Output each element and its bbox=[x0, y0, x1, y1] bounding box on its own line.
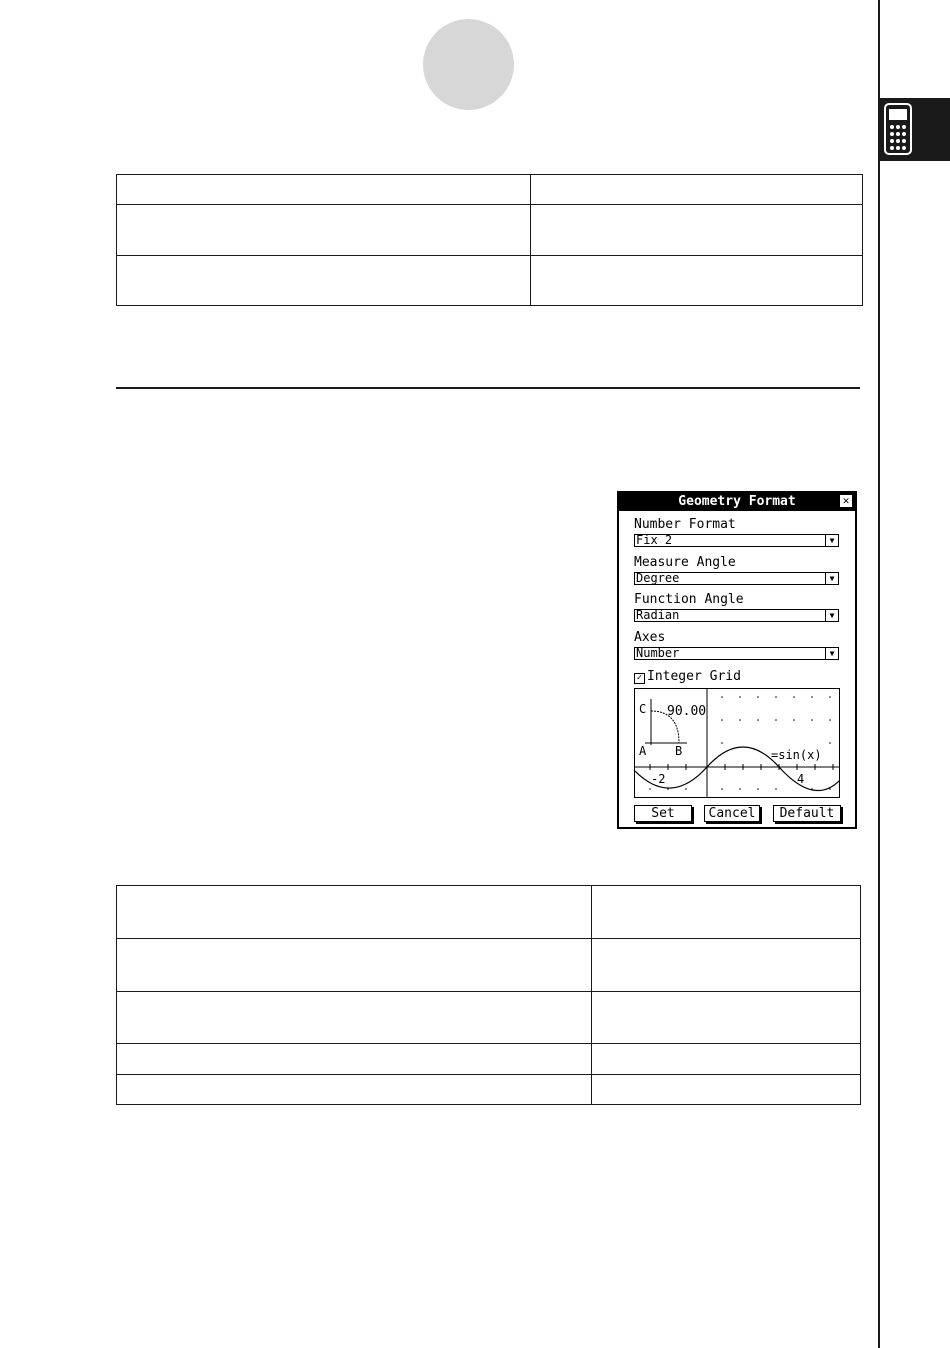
function-angle-value: Radian bbox=[636, 608, 680, 622]
table-row bbox=[117, 1075, 861, 1105]
table-cell bbox=[117, 939, 592, 992]
axes-label: Axes bbox=[634, 630, 666, 645]
table-cell bbox=[592, 939, 861, 992]
default-button[interactable]: Default bbox=[773, 805, 841, 822]
preview-point-c: C bbox=[639, 702, 647, 716]
table-cell bbox=[117, 992, 592, 1044]
preview-point-a: A bbox=[639, 744, 647, 758]
table-row bbox=[117, 992, 861, 1044]
table-row bbox=[117, 205, 863, 256]
table-cell bbox=[117, 1044, 592, 1075]
table-cell bbox=[531, 175, 863, 205]
table-cell bbox=[531, 256, 863, 306]
table-cell bbox=[117, 1075, 592, 1105]
number-format-select[interactable] bbox=[634, 534, 839, 547]
preview-point-b: B bbox=[675, 744, 683, 758]
function-angle-label: Function Angle bbox=[634, 592, 744, 607]
geometry-format-dialog bbox=[617, 491, 857, 829]
table-row bbox=[117, 175, 863, 205]
preview-angle-value: 90.00 bbox=[667, 704, 707, 719]
calculator-icon bbox=[884, 103, 912, 155]
settings-table-bottom bbox=[116, 885, 861, 1105]
integer-grid-label: Integer Grid bbox=[647, 669, 741, 684]
chevron-down-icon[interactable]: ▼ bbox=[825, 535, 838, 546]
table-cell bbox=[592, 1044, 861, 1075]
measure-angle-label: Measure Angle bbox=[634, 555, 736, 570]
number-format-value: Fix 2 bbox=[636, 533, 673, 547]
table-cell bbox=[117, 256, 531, 306]
dialog-title: Geometry Format bbox=[678, 494, 796, 509]
settings-table-top bbox=[116, 174, 863, 306]
dialog-title-bar bbox=[619, 493, 855, 511]
chevron-down-icon[interactable]: ▼ bbox=[825, 610, 838, 621]
page-marker-circle bbox=[423, 19, 514, 110]
table-cell bbox=[117, 886, 592, 939]
axes-value: Number bbox=[636, 646, 680, 660]
integer-grid-checkbox[interactable] bbox=[634, 670, 741, 684]
table-row bbox=[117, 886, 861, 939]
cancel-button[interactable]: Cancel bbox=[704, 805, 760, 822]
preview-tick-neg: -2 bbox=[651, 772, 666, 786]
table-cell bbox=[592, 1075, 861, 1105]
section-divider bbox=[116, 387, 860, 389]
axes-select[interactable] bbox=[634, 647, 839, 660]
number-format-label: Number Format bbox=[634, 517, 736, 532]
chevron-down-icon[interactable]: ▼ bbox=[825, 573, 838, 584]
table-row bbox=[117, 256, 863, 306]
table-cell bbox=[117, 205, 531, 256]
check-icon[interactable]: ✓ bbox=[634, 673, 645, 684]
close-icon[interactable]: ✕ bbox=[840, 495, 852, 507]
measure-angle-select[interactable] bbox=[634, 572, 839, 585]
table-cell bbox=[592, 886, 861, 939]
format-preview bbox=[634, 688, 840, 798]
set-button[interactable]: Set bbox=[634, 805, 692, 822]
margin-rule bbox=[878, 0, 880, 1348]
table-cell bbox=[531, 205, 863, 256]
chevron-down-icon[interactable]: ▼ bbox=[825, 648, 838, 659]
chapter-tab bbox=[880, 98, 950, 161]
function-angle-select[interactable] bbox=[634, 609, 839, 622]
preview-tick-pos: 4 bbox=[797, 772, 805, 786]
preview-function-label: =sin(x) bbox=[771, 748, 822, 762]
measure-angle-value: Degree bbox=[636, 571, 680, 585]
table-row bbox=[117, 939, 861, 992]
table-cell bbox=[117, 175, 531, 205]
table-cell bbox=[592, 992, 861, 1044]
table-row bbox=[117, 1044, 861, 1075]
